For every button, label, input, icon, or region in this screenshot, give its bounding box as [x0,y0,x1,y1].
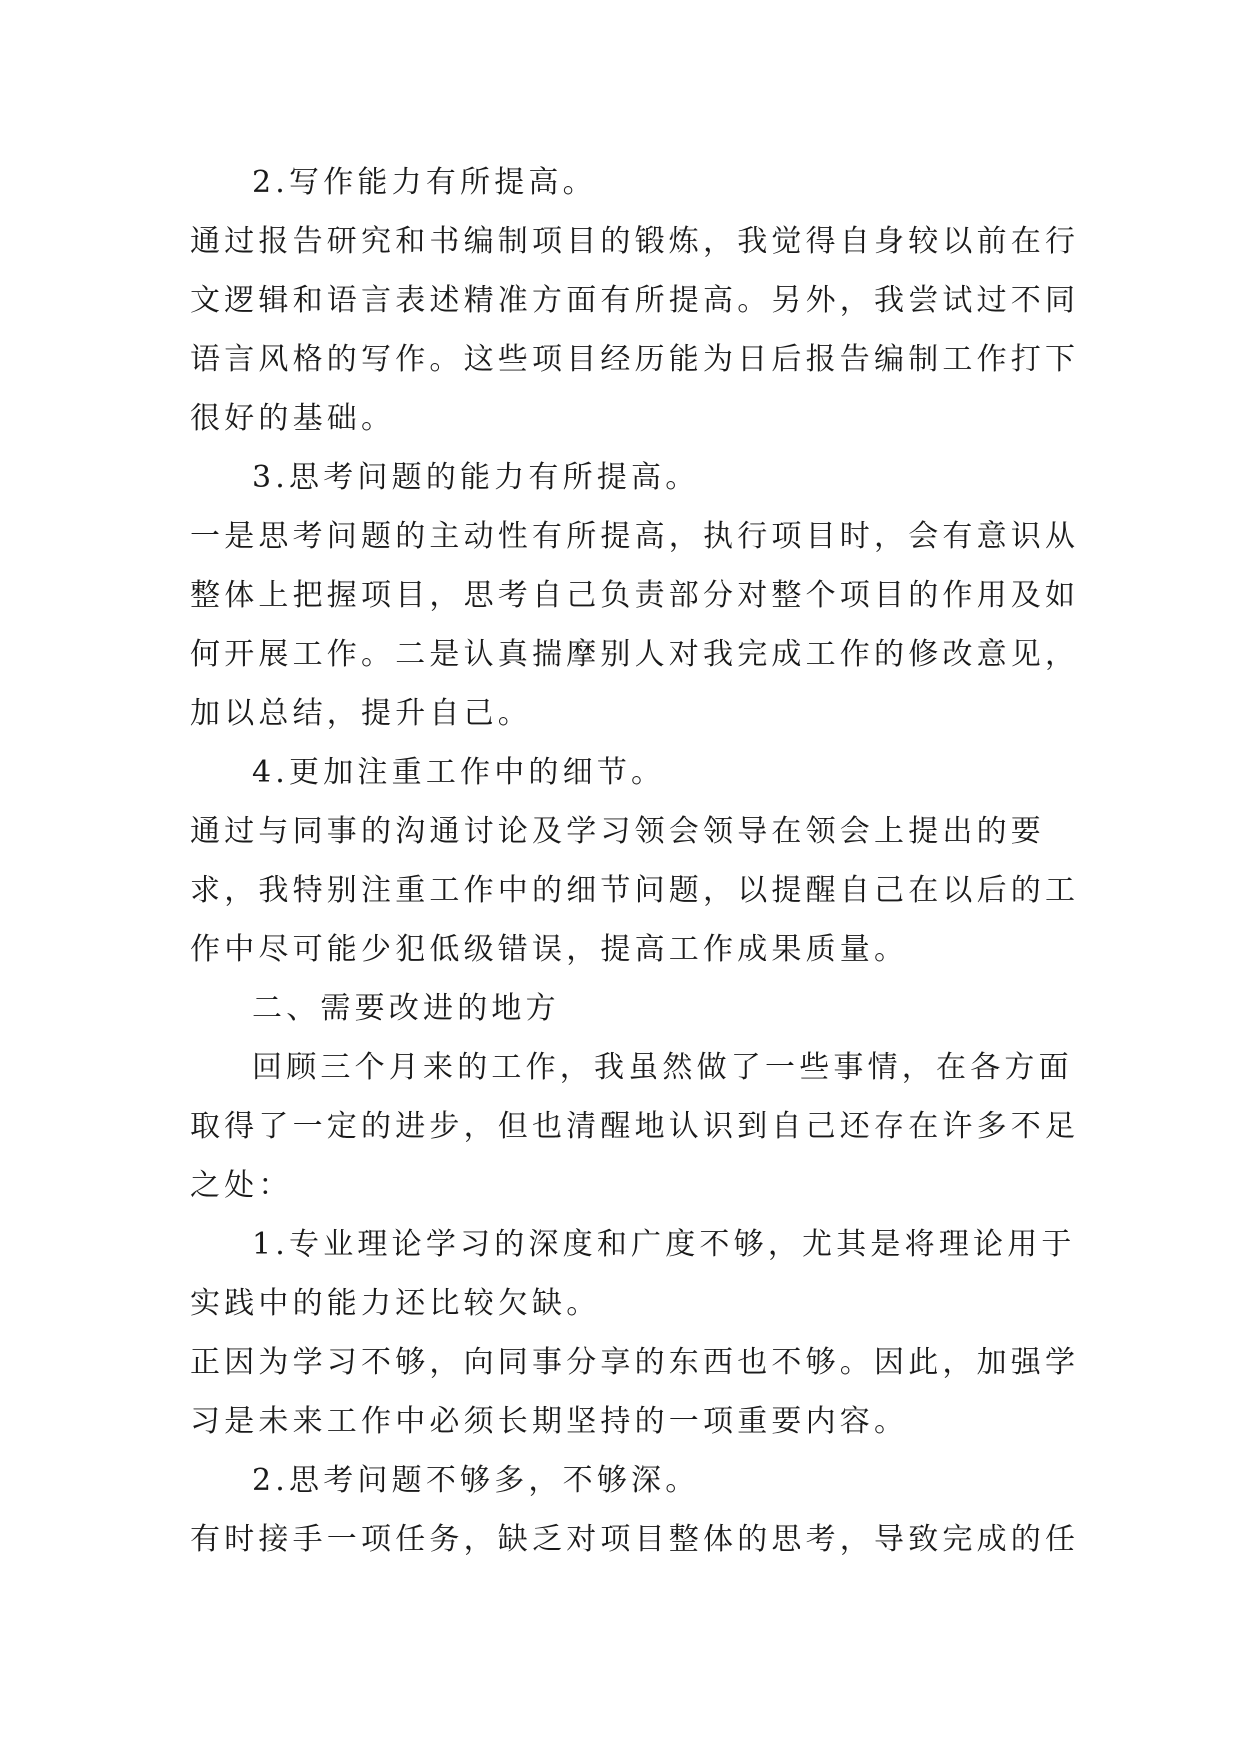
paragraph-line: 通过与同事的沟通讨论及学习领会领导在领会上提出的要 [190,814,1045,849]
paragraph-line: 正因为学习不够，向同事分享的东西也不够。因此，加强学 [190,1345,1080,1380]
paragraph-line: 一是思考问题的主动性有所提高，执行项目时，会有意识从 [190,519,1080,554]
paragraph-line: 整体上把握项目，思考自己负责部分对整个项目的作用及如 [190,578,1080,613]
subheading-details: 4.更加注重工作中的细节。 [252,755,666,790]
paragraph-line: 何开展工作。二是认真揣摩别人对我完成工作的修改意见， [190,637,1080,672]
paragraph-line: 加以总结，提升自己。 [190,696,532,731]
paragraph-line: 求，我特别注重工作中的细节问题，以提醒自己在以后的工 [190,873,1080,908]
paragraph-line: 作中尽可能少犯低级错误，提高工作成果质量。 [190,932,909,967]
paragraph-line: 语言风格的写作。这些项目经历能为日后报告编制工作打下 [190,342,1080,377]
subheading-theory-study: 1.专业理论学习的深度和广度不够，尤其是将理论用于 [252,1227,1076,1262]
subheading-thinking-depth: 2.思考问题不够多，不够深。 [252,1463,700,1498]
paragraph-line: 有时接手一项任务，缺乏对项目整体的思考，导致完成的任 [190,1522,1080,1557]
paragraph-line: 实践中的能力还比较欠缺。 [190,1286,601,1321]
paragraph-line: 很好的基础。 [190,401,396,436]
paragraph-line: 之处： [190,1168,293,1203]
paragraph-line: 文逻辑和语言表述精准方面有所提高。另外，我尝试过不同 [190,283,1080,318]
subheading-thinking-ability: 3.思考问题的能力有所提高。 [252,460,700,495]
section-heading-improvements: 二、需要改进的地方 [252,991,560,1026]
subheading-writing-ability: 2.写作能力有所提高。 [252,165,597,200]
paragraph-line: 回顾三个月来的工作，我虽然做了一些事情，在各方面 [252,1050,1073,1085]
paragraph-line: 通过报告研究和书编制项目的锻炼，我觉得自身较以前在行 [190,224,1080,259]
paragraph-line: 取得了一定的进步，但也清醒地认识到自己还存在许多不足 [190,1109,1080,1144]
paragraph-line: 习是未来工作中必须长期坚持的一项重要内容。 [190,1404,909,1439]
